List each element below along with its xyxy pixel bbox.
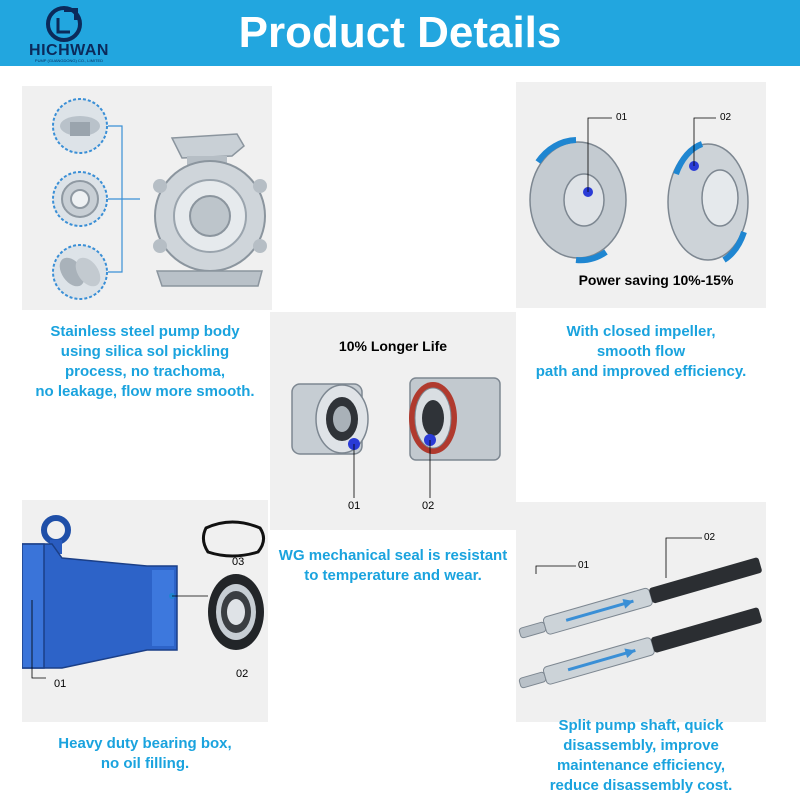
bearing-box-caption: Heavy duty bearing box, no oil filling. [58, 735, 232, 772]
bearing-box-panel [22, 500, 268, 722]
seal-label-01: 01 [348, 500, 361, 512]
impeller-panel [516, 82, 766, 308]
impeller-02-icon [668, 144, 748, 260]
logo-text: HICHWAN [29, 42, 109, 59]
impeller-label-02: 02 [720, 112, 732, 123]
shaft-label-02: 02 [704, 532, 716, 543]
oil-seal-ring-icon [203, 522, 263, 556]
pump-body-panel [22, 86, 272, 310]
pump-casing-icon [153, 134, 267, 286]
shaft-label-01: 01 [578, 560, 590, 571]
mechanical-seal-image [270, 312, 516, 530]
seal-label-02: 02 [422, 500, 435, 512]
logo-subtext: PUMP (GUANGDONG) CO., LIMITED [34, 58, 104, 63]
bearing-label-03: 03 [232, 556, 245, 568]
header-banner [0, 0, 800, 66]
seal-caption: WG mechanical seal is resistant to temperature and wear. [278, 547, 508, 584]
mechanical-seal-panel [270, 312, 516, 530]
pump-body-image [22, 86, 272, 310]
bearing-label-02: 02 [236, 668, 249, 680]
detail-circle-flange-icon [53, 99, 107, 153]
pump-shaft-image [516, 502, 766, 722]
impeller-heading: Power saving 10%-15% [578, 272, 734, 288]
seal-part-02-icon [409, 378, 500, 460]
detail-circle-port-icon [53, 172, 107, 226]
pump-body-caption: Stainless steel pump body using silica sol pickling process, no trachoma, no leakage, flow more smooth. [35, 323, 255, 400]
pump-shaft-panel [516, 502, 766, 722]
impeller-01-icon [530, 140, 626, 260]
pump-shaft-caption: Split pump shaft, quick disassembly, improve maintenance efficiency, reduce disassembly cost. [549, 717, 733, 794]
impeller-label-01: 01 [616, 112, 628, 123]
seal-part-01-icon [292, 384, 368, 454]
bearing-label-01: 01 [54, 678, 67, 690]
impeller-caption: With closed impeller, smooth flow path and improved efficiency. [535, 323, 747, 380]
bearing-ring-icon [208, 574, 264, 650]
bearing-housing-icon [22, 518, 177, 668]
seal-heading: 10% Longer Life [338, 338, 448, 354]
detail-circle-surface-icon [53, 245, 107, 299]
page-title: Product Details [238, 8, 562, 57]
